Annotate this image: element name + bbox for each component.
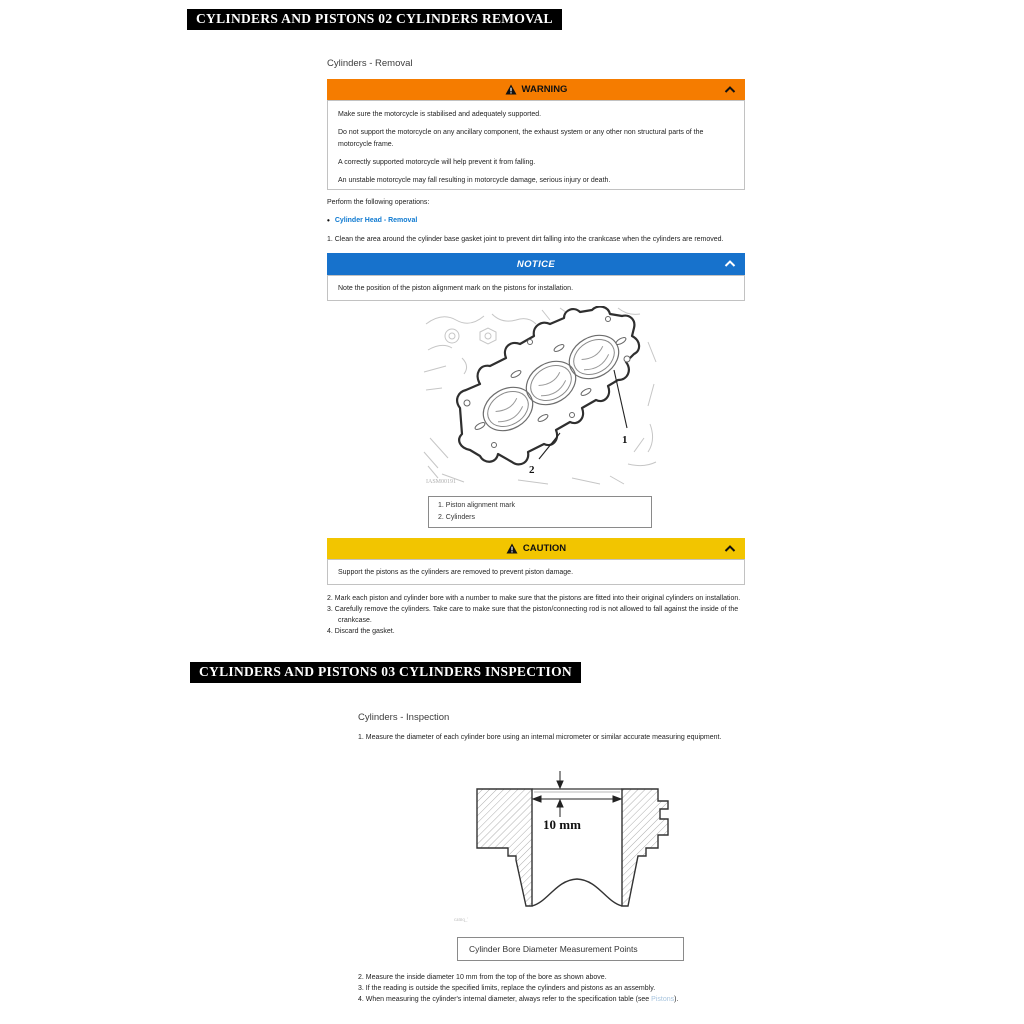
caution-text: Support the pistons as the cylinders are removed to prevent piston damage. xyxy=(338,569,574,576)
caption-line: Cylinder Bore Diameter Measurement Points xyxy=(469,944,638,954)
callout-2-label: 2 xyxy=(529,464,535,476)
warning-paragraph: Make sure the motorcycle is stabilised and adequately supported. xyxy=(338,111,542,118)
inspection-step-4 xyxy=(358,994,790,1005)
step-4-suffix: ). xyxy=(674,996,679,1003)
liner-bottom-arch xyxy=(532,879,622,906)
subtitle-inspection: Cylinders - Inspection xyxy=(358,712,450,723)
warning-paragraph: A correctly supported motorcycle will help prevent it from falling. xyxy=(338,159,536,166)
warning-paragraph: An unstable motorcycle may fall resulting in motorcycle damage, serious injury or death. xyxy=(338,177,611,184)
inspection-steps xyxy=(358,972,790,1005)
dimension-label: 10 mm xyxy=(543,817,581,832)
caution-title: CAUTION xyxy=(506,543,566,554)
warning-triangle-icon xyxy=(506,543,518,554)
caption-line-1: 1. Piston alignment mark xyxy=(438,502,516,509)
warning-body xyxy=(327,100,745,190)
chevron-up-icon[interactable] xyxy=(724,86,736,94)
notice-title: NOTICE xyxy=(516,258,556,270)
notice-banner[interactable] xyxy=(327,253,745,275)
figure-caption-box xyxy=(428,496,652,528)
inspection-step-3: 3. If the reading is outside the specified limits, replace the cylinders and pistons as an assembly. xyxy=(358,985,656,992)
subtitle-removal: Cylinders - Removal xyxy=(327,58,413,69)
caption-line-2: 2. Cylinders xyxy=(438,514,475,521)
bore-measurement-figure xyxy=(450,765,685,927)
section-header-removal: CYLINDERS AND PISTONS 02 CYLINDERS REMOVAL xyxy=(187,9,562,30)
dimension-annotations xyxy=(533,771,621,817)
chevron-up-icon[interactable] xyxy=(724,545,736,553)
bullet-icon: • xyxy=(327,216,330,225)
removal-step-3: 3. Carefully remove the cylinders. Take care to make sure that the piston/connecting rod is not allowed to fall against the inside of the crankcase. xyxy=(327,606,739,624)
caution-banner[interactable] xyxy=(327,538,745,559)
operation-list-item xyxy=(327,217,417,224)
notice-text: Note the position of the piston alignment mark on the pistons for installation. xyxy=(338,285,574,292)
perform-operations-text: Perform the following operations: xyxy=(327,199,430,206)
figure-watermark: camq_' xyxy=(454,918,469,923)
caution-body xyxy=(327,559,745,585)
left-wall-section xyxy=(477,789,532,906)
cylinders-removal-figure xyxy=(422,306,660,488)
pistons-link[interactable]: Pistons xyxy=(651,996,675,1003)
callout-1-label: 1 xyxy=(622,434,628,446)
inspection-step-1: 1. Measure the diameter of each cylinder bore using an internal micrometer or similar accurate measuring equipment. xyxy=(358,734,722,741)
chevron-up-icon[interactable] xyxy=(724,260,736,268)
warning-triangle-icon xyxy=(505,84,517,95)
figure-caption-box xyxy=(457,937,684,961)
step-4-text: 4. When measuring the cylinder's internal diameter, always refer to the specification table (see xyxy=(358,996,652,1003)
figure-watermark: IASM00191 xyxy=(426,479,457,485)
removal-step-4: 4. Discard the gasket. xyxy=(327,628,395,635)
section-header-inspection: CYLINDERS AND PISTONS 03 CYLINDERS INSPECTION xyxy=(190,662,581,683)
notice-body xyxy=(327,275,745,301)
inspection-step-2: 2. Measure the inside diameter 10 mm from the top of the bore as shown above. xyxy=(358,974,607,981)
warning-banner[interactable] xyxy=(327,79,745,100)
removal-step-2: 2. Mark each piston and cylinder bore with a number to make sure that the pistons are fitted into their original cylinders on installation. xyxy=(327,595,741,602)
warning-paragraph: Do not support the motorcycle on any ancillary component, the exhaust system or any other non structural parts of the motorcycle frame. xyxy=(338,129,704,148)
cylinder-head-removal-link[interactable]: Cylinder Head - Removal xyxy=(334,217,418,224)
removal-steps xyxy=(327,593,761,637)
warning-title: WARNING xyxy=(505,84,568,95)
removal-step-1: 1. Clean the area around the cylinder base gasket joint to prevent dirt falling into the crankcase when the cylinders are removed. xyxy=(327,236,724,243)
right-wall-section xyxy=(622,789,668,906)
